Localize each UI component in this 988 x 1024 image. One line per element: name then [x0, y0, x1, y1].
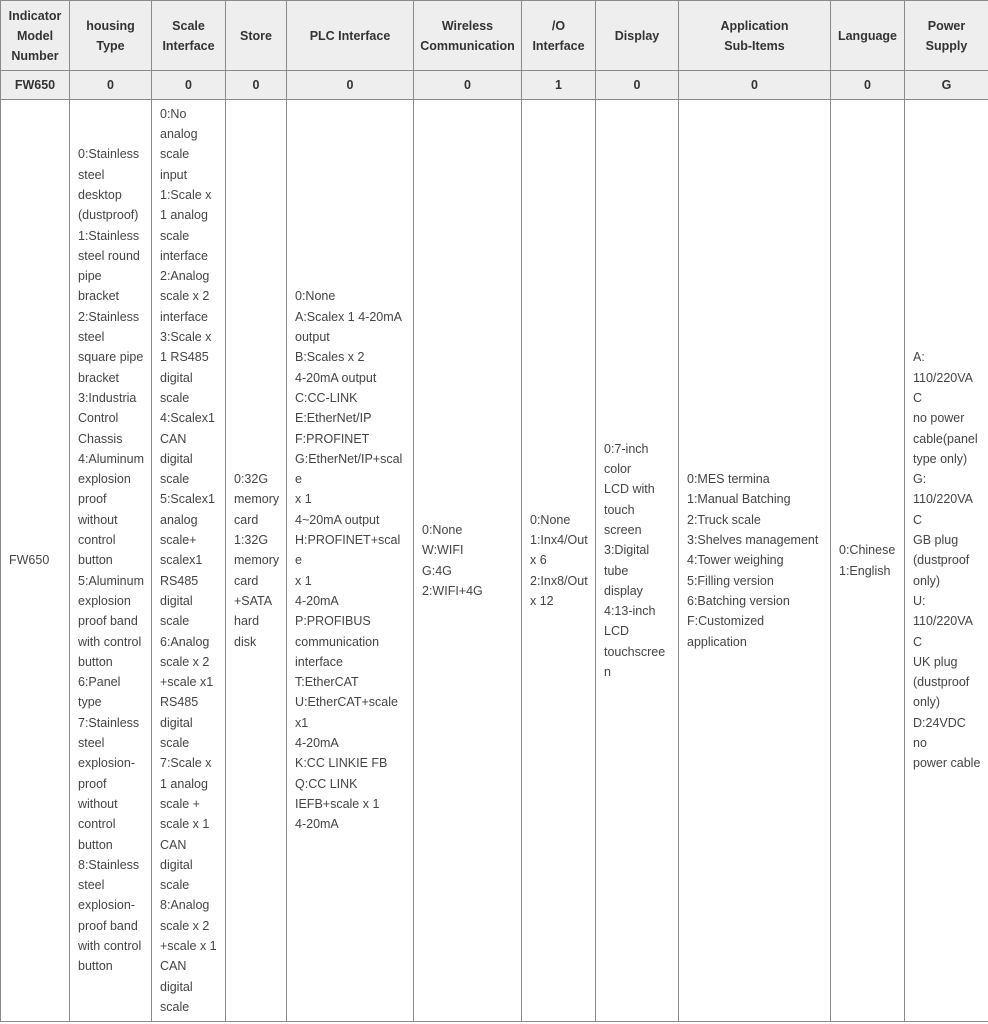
detail-cell-housing-type: 0:Stainless steel desktop (dustproof) 1:Stainless steel round pipe bracket 2:Stainless steel square pipe bracket 3:Industria Control Chassis 4:Aluminum explosion proof without control button 5:Aluminum explosion proof band with control button 6:Panel type 7:Stainless steel explosion- proof without control button 8:Stainless steel explosion- proof band with control button — [70, 100, 152, 1022]
code-cell-store: 0 — [226, 71, 287, 100]
detail-cell-scale-interface: 0:No analog scale input 1:Scale x 1 analog scale interface 2:Analog scale x 2 interface 3:Scale x 1 RS485 digital scale 4:Scalex1 CAN digital scale 5:Scalex1 analog scale+ scalex1 RS485 digital scale 6:Analog scale x 2 +scale x1 RS485 digital scale 7:Scale x 1 analog scale + scale x 1 CAN digital scale 8:Analog scale x 2 +scale x 1 CAN digital scale — [152, 100, 226, 1022]
header-indicator-model-number: Indicator Model Number — [1, 1, 70, 71]
header-power-supply: Power Supply — [905, 1, 988, 71]
detail-cell-model: FW650 — [1, 100, 70, 1022]
detail-row — [1, 100, 988, 1022]
header-language: Language — [831, 1, 905, 71]
detail-cell-power-supply: A: 110/220VAC no power cable(panel type only) G: 110/220VAC GB plug (dustproof only) U: 110/220VAC UK plug (dustproof only) D:24VDC no power cable — [905, 100, 988, 1022]
code-cell-io-interface: 1 — [522, 71, 596, 100]
code-cell-application: 0 — [679, 71, 831, 100]
code-cell-wireless: 0 — [414, 71, 522, 100]
detail-cell-plc-interface: 0:None A:Scalex 1 4-20mA output B:Scales x 2 4-20mA output C:CC-LINK E:EtherNet/IP F:PROFINET G:EtherNet/IP+scale x 1 4~20mA output H:PROFINET+scale x 1 4-20mA P:PROFIBUS communication interface T:EtherCAT U:EtherCAT+scale x1 4-20mA K:CC LINKIE FB Q:CC LINK IEFB+scale x 1 4-20mA — [287, 100, 414, 1022]
header-store: Store — [226, 1, 287, 71]
detail-cell-store: 0:32G memory card 1:32G memory card +SATA hard disk — [226, 100, 287, 1022]
code-cell-display: 0 — [596, 71, 679, 100]
code-cell-power-supply: G — [905, 71, 988, 100]
detail-cell-display: 0:7-inch color LCD with touch screen 3:Digital tube display 4:13-inch LCD touchscreen — [596, 100, 679, 1022]
header-display: Display — [596, 1, 679, 71]
header-application-sub-items: Application Sub-Items — [679, 1, 831, 71]
header-plc-interface: PLC Interface — [287, 1, 414, 71]
header-wireless-communication: Wireless Communication — [414, 1, 522, 71]
code-cell-language: 0 — [831, 71, 905, 100]
detail-cell-wireless: 0:None W:WIFI G:4G 2:WIFI+4G — [414, 100, 522, 1022]
header-scale-interface: Scale Interface — [152, 1, 226, 71]
code-cell-model: FW650 — [1, 71, 70, 100]
code-cell-scale-interface: 0 — [152, 71, 226, 100]
header-housing-type: housing Type — [70, 1, 152, 71]
detail-cell-application: 0:MES termina 1:Manual Batching 2:Truck scale 3:Shelves management 4:Tower weighing 5:Filling version 6:Batching version F:Customized application — [679, 100, 831, 1022]
code-row — [1, 71, 988, 100]
detail-cell-io-interface: 0:None 1:Inx4/Out x 6 2:Inx8/Out x 12 — [522, 100, 596, 1022]
header-row — [1, 1, 988, 71]
code-cell-plc-interface: 0 — [287, 71, 414, 100]
code-cell-housing-type: 0 — [70, 71, 152, 100]
header-io-interface: /O Interface — [522, 1, 596, 71]
detail-cell-language: 0:Chinese 1:English — [831, 100, 905, 1022]
